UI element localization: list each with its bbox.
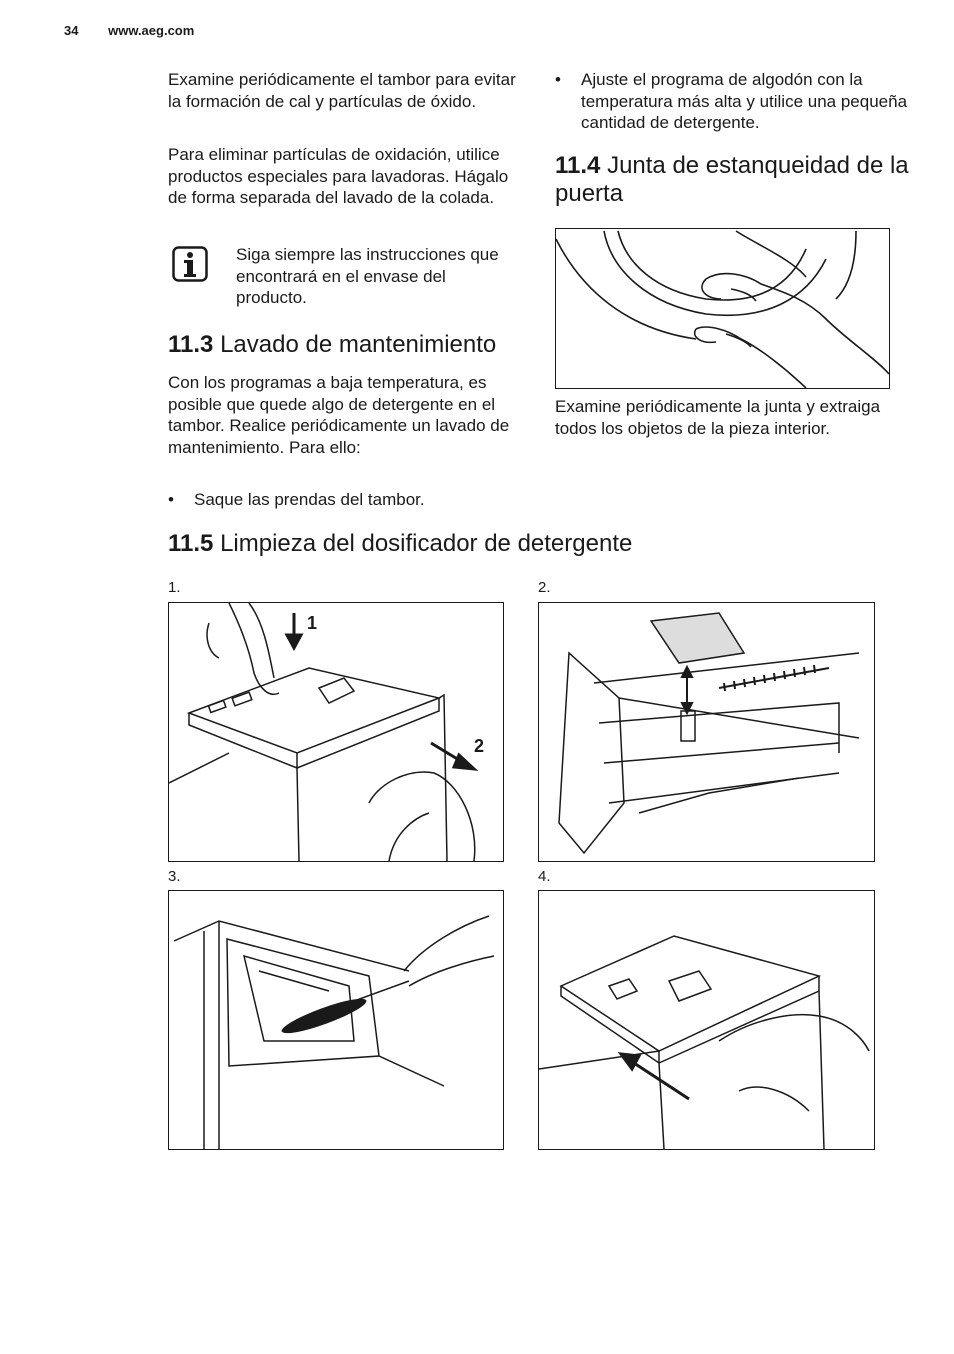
header-url[interactable]: www.aeg.com — [108, 23, 195, 38]
section-11-4-number: 11.4 — [555, 152, 601, 179]
paragraph-drum: Examine periódicamente el tambor para evitar la formación de cal y partículas de óxido. — [168, 70, 516, 111]
info-note: Siga siempre las instrucciones que encontrará en el envase del producto. — [236, 245, 499, 307]
step-1-illustration — [168, 602, 504, 862]
step-3-label: 3. — [168, 868, 181, 885]
door-seal-illustration — [555, 228, 890, 389]
step-4-illustration — [538, 890, 875, 1150]
info-icon — [172, 246, 208, 282]
section-11-4-title: Junta de estanqueidad de la puerta — [555, 152, 909, 207]
bullet-text: Ajuste el programa de algodón con la temperatura más alta y utilice una pequeña cantidad de detergente. — [581, 70, 908, 132]
step-2-label: 2. — [538, 579, 551, 596]
step-4-label: 4. — [538, 868, 551, 885]
section-11-3-title: Lavado de mantenimiento — [220, 331, 497, 358]
bullet-item-remove-clothes — [168, 489, 528, 511]
paragraph-oxidation: Para eliminar partículas de oxidación, utilice productos especiales para lavadoras. Hágalo de forma separada del lavado de la colada. — [168, 145, 509, 207]
section-11-3-number: 11.3 — [168, 331, 214, 358]
page-header — [64, 23, 194, 38]
section-11-5-title: Limpieza del dosificador de detergente — [220, 530, 633, 557]
section-11-5-number: 11.5 — [168, 530, 214, 557]
step-1-label: 1. — [168, 579, 181, 596]
section-11-4-heading — [555, 152, 925, 208]
bullet-dot: • — [555, 70, 561, 89]
arrow-label-1: 1 — [307, 613, 318, 633]
section-11-3-heading — [168, 331, 548, 359]
section-11-5-heading — [168, 530, 868, 558]
bullet-text: Saque las prendas del tambor. — [194, 490, 425, 509]
paragraph-maintenance: Con los programas a baja temperatura, es posible que quede algo de detergente en el tambor. Realice periódicamente un lavado de mantenimiento. Para ello: — [168, 373, 510, 457]
page-number: 34 — [64, 23, 79, 38]
arrow-label-2: 2 — [474, 736, 485, 756]
step-2-illustration — [538, 602, 875, 862]
bullet-dot: • — [168, 490, 174, 509]
step-3-illustration — [168, 890, 504, 1150]
paragraph-seal: Examine periódicamente la junta y extraiga todos los objetos de la pieza interior. — [555, 397, 881, 438]
bullet-item-cotton-program — [555, 69, 915, 134]
